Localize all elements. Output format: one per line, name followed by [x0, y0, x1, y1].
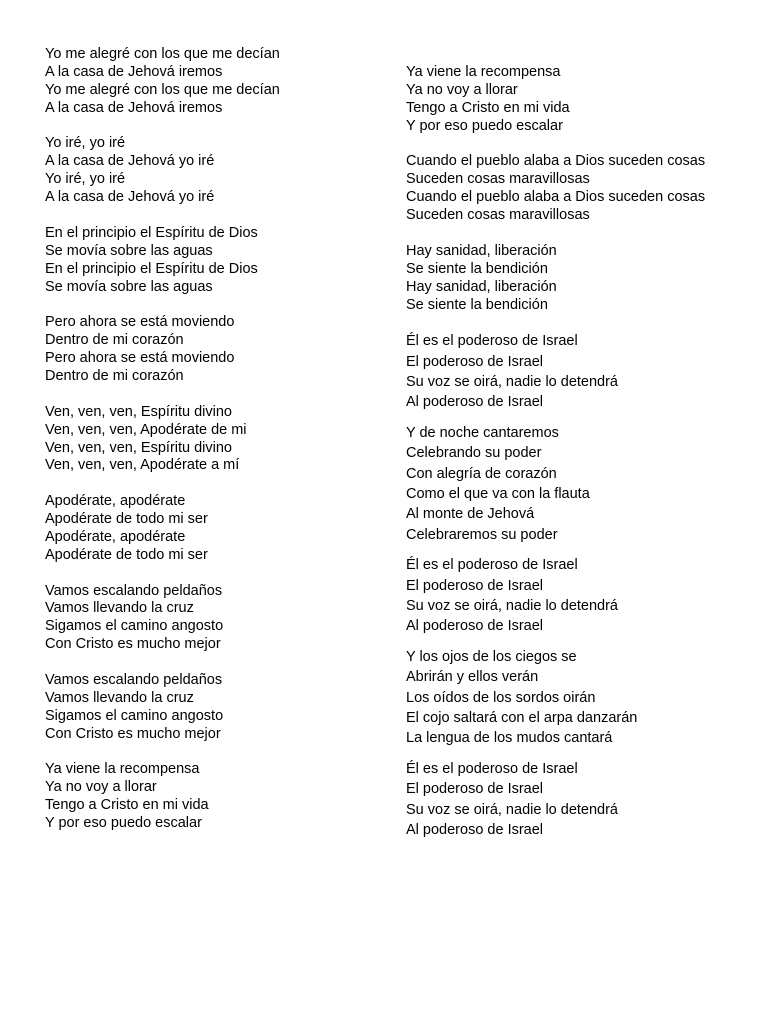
stanza — [406, 759, 756, 840]
lyric-line: Suceden cosas maravillosas — [406, 207, 590, 224]
stanza — [406, 243, 756, 315]
lyric-line: A la casa de Jehová iremos — [45, 63, 223, 80]
lyric-line: Con Cristo es mucho mejor — [45, 636, 221, 653]
stanza — [45, 672, 375, 744]
lyric-line: Se movía sobre las aguas — [45, 242, 213, 259]
lyric-line: Sigamos el camino angosto — [45, 618, 224, 635]
stanza — [406, 555, 756, 636]
lyric-line: Su voz se oirá, nadie lo detendrá — [406, 801, 618, 818]
lyric-line: Apodérate, apodérate — [45, 493, 186, 510]
lyric-line: Él es el poderoso de Israel — [406, 333, 578, 350]
lyric-line: Vamos llevando la cruz — [45, 600, 194, 617]
lyric-line: Y de noche cantaremos — [406, 425, 559, 442]
stanza — [406, 331, 756, 412]
lyric-line: Al poderoso de Israel — [406, 822, 544, 838]
lyric-line: Se movía sobre las aguas — [45, 278, 213, 295]
lyric-line: El poderoso de Israel — [406, 353, 544, 370]
lyric-line: Pero ahora se está moviendo — [45, 314, 235, 331]
lyric-line: El poderoso de Israel — [406, 577, 544, 594]
lyric-line: Hay sanidad, liberación — [406, 242, 557, 259]
lyric-line: Tengo a Cristo en mi vida — [406, 99, 570, 116]
lyric-line: Con alegría de corazón — [406, 465, 557, 482]
lyric-line: Él es el poderoso de Israel — [406, 557, 578, 574]
stanza — [45, 225, 375, 297]
lyric-line: Cuando el pueblo alaba a Dios suceden cosas — [406, 189, 706, 206]
lyric-line: Ven, ven, ven, Espíritu divino — [45, 403, 232, 420]
lyric-line: Yo me alegré con los que me decían — [45, 46, 280, 62]
lyric-line: Tengo a Cristo en mi vida — [45, 797, 209, 814]
lyric-line: Abrirán y ellos verán — [406, 669, 539, 686]
lyric-line: En el principio el Espíritu de Dios — [45, 224, 258, 241]
lyric-line: Cuando el pueblo alaba a Dios suceden cosas — [406, 153, 706, 170]
lyric-line: Celebraremos su poder — [406, 526, 558, 543]
lyric-line: A la casa de Jehová yo iré — [45, 153, 215, 170]
lyric-line: Vamos escalando peldaños — [45, 671, 223, 688]
stanza — [45, 46, 375, 118]
lyric-line: Celebrando su poder — [406, 445, 542, 462]
lyric-line: Y por eso puedo escalar — [45, 815, 202, 832]
lyric-line: Al poderoso de Israel — [406, 394, 544, 411]
lyric-line: Apodérate de todo mi ser — [45, 511, 208, 528]
stanza — [45, 761, 375, 833]
lyrics-column-left — [45, 46, 375, 851]
lyric-line: Pero ahora se está moviendo — [45, 350, 235, 367]
lyric-line: Ya no voy a llorar — [45, 779, 157, 796]
stanza — [406, 64, 756, 136]
lyric-line: Él es el poderoso de Israel — [406, 761, 578, 778]
lyric-line: Su voz se oirá, nadie lo detendrá — [406, 598, 618, 615]
lyric-line: Y los ojos de los ciegos se — [406, 649, 577, 666]
lyric-line: Ven, ven, ven, Espíritu divino — [45, 439, 232, 456]
lyric-line: El poderoso de Israel — [406, 781, 544, 798]
lyric-line: Al monte de Jehová — [406, 506, 535, 523]
lyric-line: Y por eso puedo escalar — [406, 117, 563, 134]
lyric-line: Dentro de mi corazón — [45, 367, 184, 384]
stanza — [45, 404, 375, 476]
lyric-line: Ya viene la recompensa — [45, 761, 200, 778]
lyric-line: Vamos llevando la cruz — [45, 689, 194, 706]
lyric-line: Como el que va con la flauta — [406, 486, 590, 503]
lyric-line: Dentro de mi corazón — [45, 332, 184, 349]
lyric-line: Ven, ven, ven, Apodérate a mí — [45, 457, 240, 474]
lyric-line: En el principio el Espíritu de Dios — [45, 260, 258, 277]
lyric-line: Se siente la bendición — [406, 296, 548, 313]
lyrics-column-right — [406, 64, 756, 851]
lyric-line: El cojo saltará con el arpa danzarán — [406, 710, 638, 727]
lyric-line: Su voz se oirá, nadie lo detendrá — [406, 374, 618, 391]
stanza — [406, 647, 756, 748]
stanza — [45, 583, 375, 655]
lyric-line: Vamos escalando peldaños — [45, 582, 223, 599]
stanza — [45, 493, 375, 565]
lyric-line: A la casa de Jehová iremos — [45, 99, 223, 116]
lyric-line: A la casa de Jehová yo iré — [45, 189, 215, 206]
lyric-line: Yo iré, yo iré — [45, 171, 126, 188]
lyric-line: Se siente la bendición — [406, 260, 548, 277]
lyric-line: Ya viene la recompensa — [406, 64, 561, 80]
lyric-line: La lengua de los mudos cantará — [406, 730, 613, 747]
lyric-line: Ven, ven, ven, Apodérate de mi — [45, 421, 247, 438]
lyric-line: Suceden cosas maravillosas — [406, 171, 590, 188]
lyric-line: Yo me alegré con los que me decían — [45, 81, 280, 98]
lyric-line: Con Cristo es mucho mejor — [45, 725, 221, 742]
lyric-line: Al poderoso de Israel — [406, 618, 544, 635]
lyric-line: Sigamos el camino angosto — [45, 707, 224, 724]
lyric-line: Apodérate, apodérate — [45, 528, 186, 545]
lyric-line: Ya no voy a llorar — [406, 81, 518, 98]
stanza — [45, 135, 375, 207]
lyric-line: Yo iré, yo iré — [45, 135, 126, 152]
stanza — [406, 153, 756, 225]
lyric-line: Hay sanidad, liberación — [406, 278, 557, 295]
stanza — [45, 314, 375, 386]
lyric-line: Los oídos de los sordos oirán — [406, 689, 596, 706]
stanza — [406, 423, 756, 545]
lyric-line: Apodérate de todo mi ser — [45, 546, 208, 563]
